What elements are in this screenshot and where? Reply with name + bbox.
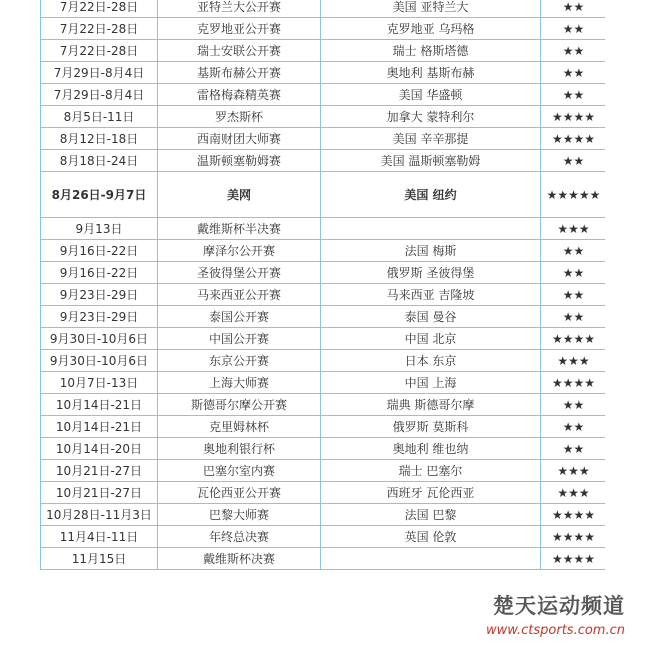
date-cell: 10月14日-20日 <box>41 438 158 460</box>
location-cell: 美国 亚特兰大 <box>321 0 541 18</box>
rating-stars: ★★★ <box>541 460 606 482</box>
table-row <box>41 548 606 570</box>
rating-stars: ★★ <box>541 62 606 84</box>
table-row <box>41 62 606 84</box>
location-cell <box>321 548 541 570</box>
location-cell: 克罗地亚 乌玛格 <box>321 18 541 40</box>
location-cell: 中国 北京 <box>321 328 541 350</box>
rating-stars: ★★ <box>541 262 606 284</box>
event-cell: 瓦伦西亚公开赛 <box>158 482 321 504</box>
rating-stars: ★★★ <box>541 350 606 372</box>
event-cell: 美网 <box>158 172 321 218</box>
event-cell: 斯德哥尔摩公开赛 <box>158 394 321 416</box>
schedule-table-container <box>40 0 605 577</box>
event-cell: 瑞士安联公开赛 <box>158 40 321 62</box>
event-cell: 戴维斯杯半决赛 <box>158 218 321 240</box>
date-cell: 9月16日-22日 <box>41 240 158 262</box>
date-cell: 9月30日-10月6日 <box>41 350 158 372</box>
rating-stars: ★★ <box>541 240 606 262</box>
rating-stars: ★★★★ <box>541 504 606 526</box>
event-cell: 亚特兰大公开赛 <box>158 0 321 18</box>
table-row <box>41 240 606 262</box>
location-cell: 中国 上海 <box>321 372 541 394</box>
location-cell: 法国 巴黎 <box>321 504 541 526</box>
event-cell: 克罗地亚公开赛 <box>158 18 321 40</box>
rating-stars: ★★★★ <box>541 128 606 150</box>
date-cell: 7月22日-28日 <box>41 0 158 18</box>
location-cell: 美国 温斯顿塞勒姆 <box>321 150 541 172</box>
date-cell: 10月21日-27日 <box>41 460 158 482</box>
location-cell: 英国 伦敦 <box>321 526 541 548</box>
event-cell: 巴塞尔室内赛 <box>158 460 321 482</box>
event-cell: 中国公开赛 <box>158 328 321 350</box>
rating-stars: ★★★★ <box>541 526 606 548</box>
rating-stars: ★★ <box>541 284 606 306</box>
event-cell: 马来西亚公开赛 <box>158 284 321 306</box>
date-cell: 9月30日-10月6日 <box>41 328 158 350</box>
location-cell: 美国 纽约 <box>321 172 541 218</box>
location-cell: 美国 华盛顿 <box>321 84 541 106</box>
rating-stars: ★★★★★ <box>541 172 606 218</box>
table-row <box>41 128 606 150</box>
location-cell: 瑞士 巴塞尔 <box>321 460 541 482</box>
table-row <box>41 482 606 504</box>
event-cell: 基斯布赫公开赛 <box>158 62 321 84</box>
event-cell: 泰国公开赛 <box>158 306 321 328</box>
date-cell: 7月22日-28日 <box>41 18 158 40</box>
table-row <box>41 372 606 394</box>
rating-stars: ★★ <box>541 438 606 460</box>
rating-stars: ★★ <box>541 306 606 328</box>
table-row <box>41 350 606 372</box>
event-cell: 雷格梅森精英赛 <box>158 84 321 106</box>
table-row <box>41 18 606 40</box>
location-cell: 泰国 曼谷 <box>321 306 541 328</box>
event-cell: 年终总决赛 <box>158 526 321 548</box>
location-cell: 俄罗斯 莫斯科 <box>321 416 541 438</box>
location-cell: 日本 东京 <box>321 350 541 372</box>
rating-stars: ★★ <box>541 84 606 106</box>
date-cell: 8月12日-18日 <box>41 128 158 150</box>
table-row <box>41 460 606 482</box>
event-cell: 西南财团大师赛 <box>158 128 321 150</box>
event-cell: 奥地利银行杯 <box>158 438 321 460</box>
table-row <box>41 438 606 460</box>
table-row <box>41 284 606 306</box>
date-cell: 7月29日-8月4日 <box>41 62 158 84</box>
rating-stars: ★★★★ <box>541 548 606 570</box>
table-row <box>41 262 606 284</box>
table-row <box>41 84 606 106</box>
rating-stars: ★★★★ <box>541 372 606 394</box>
table-row <box>41 106 606 128</box>
date-cell: 7月22日-28日 <box>41 40 158 62</box>
table-row <box>41 394 606 416</box>
date-cell: 9月13日 <box>41 218 158 240</box>
event-cell: 戴维斯杯决赛 <box>158 548 321 570</box>
rating-stars: ★★ <box>541 40 606 62</box>
location-cell: 奥地利 维也纳 <box>321 438 541 460</box>
date-cell: 7月29日-8月4日 <box>41 84 158 106</box>
date-cell: 10月28日-11月3日 <box>41 504 158 526</box>
event-cell: 东京公开赛 <box>158 350 321 372</box>
event-cell: 圣彼得堡公开赛 <box>158 262 321 284</box>
rating-stars: ★★ <box>541 394 606 416</box>
event-cell: 摩泽尔公开赛 <box>158 240 321 262</box>
date-cell: 8月18日-24日 <box>41 150 158 172</box>
rating-stars: ★★ <box>541 18 606 40</box>
location-cell: 奥地利 基斯布赫 <box>321 62 541 84</box>
table-row <box>41 416 606 438</box>
table-row <box>41 328 606 350</box>
table-row <box>41 172 606 218</box>
watermark-name: 楚天运动频道 <box>493 594 625 618</box>
location-cell: 马来西亚 吉隆坡 <box>321 284 541 306</box>
table-row <box>41 0 606 18</box>
rating-stars: ★★ <box>541 0 606 18</box>
event-cell: 克里姆林杯 <box>158 416 321 438</box>
schedule-table <box>40 0 605 570</box>
rating-stars: ★★ <box>541 150 606 172</box>
rating-stars: ★★★★ <box>541 328 606 350</box>
schedule-table-body <box>41 0 606 570</box>
date-cell: 9月23日-29日 <box>41 284 158 306</box>
date-cell: 10月14日-21日 <box>41 416 158 438</box>
location-cell <box>321 218 541 240</box>
rating-stars: ★★ <box>541 416 606 438</box>
rating-stars: ★★★ <box>541 482 606 504</box>
date-cell: 11月15日 <box>41 548 158 570</box>
table-row <box>41 504 606 526</box>
table-row <box>41 40 606 62</box>
location-cell: 俄罗斯 圣彼得堡 <box>321 262 541 284</box>
location-cell: 美国 辛辛那提 <box>321 128 541 150</box>
date-cell: 10月14日-21日 <box>41 394 158 416</box>
date-cell: 10月7日-13日 <box>41 372 158 394</box>
date-cell: 8月5日-11日 <box>41 106 158 128</box>
watermark-url: www.ctsports.com.cn <box>485 623 625 638</box>
table-row <box>41 306 606 328</box>
location-cell: 法国 梅斯 <box>321 240 541 262</box>
rating-stars: ★★★ <box>541 218 606 240</box>
date-cell: 8月26日-9月7日 <box>41 172 158 218</box>
event-cell: 罗杰斯杯 <box>158 106 321 128</box>
location-cell: 西班牙 瓦伦西亚 <box>321 482 541 504</box>
date-cell: 9月23日-29日 <box>41 306 158 328</box>
rating-stars: ★★★★ <box>541 106 606 128</box>
location-cell: 瑞士 格斯塔德 <box>321 40 541 62</box>
location-cell: 加拿大 蒙特利尔 <box>321 106 541 128</box>
date-cell: 10月21日-27日 <box>41 482 158 504</box>
table-row <box>41 526 606 548</box>
watermark <box>486 590 625 638</box>
location-cell: 瑞典 斯德哥尔摩 <box>321 394 541 416</box>
date-cell: 11月4日-11日 <box>41 526 158 548</box>
event-cell: 温斯顿塞勒姆赛 <box>158 150 321 172</box>
date-cell: 9月16日-22日 <box>41 262 158 284</box>
table-row <box>41 150 606 172</box>
event-cell: 巴黎大师赛 <box>158 504 321 526</box>
table-row <box>41 218 606 240</box>
event-cell: 上海大师赛 <box>158 372 321 394</box>
